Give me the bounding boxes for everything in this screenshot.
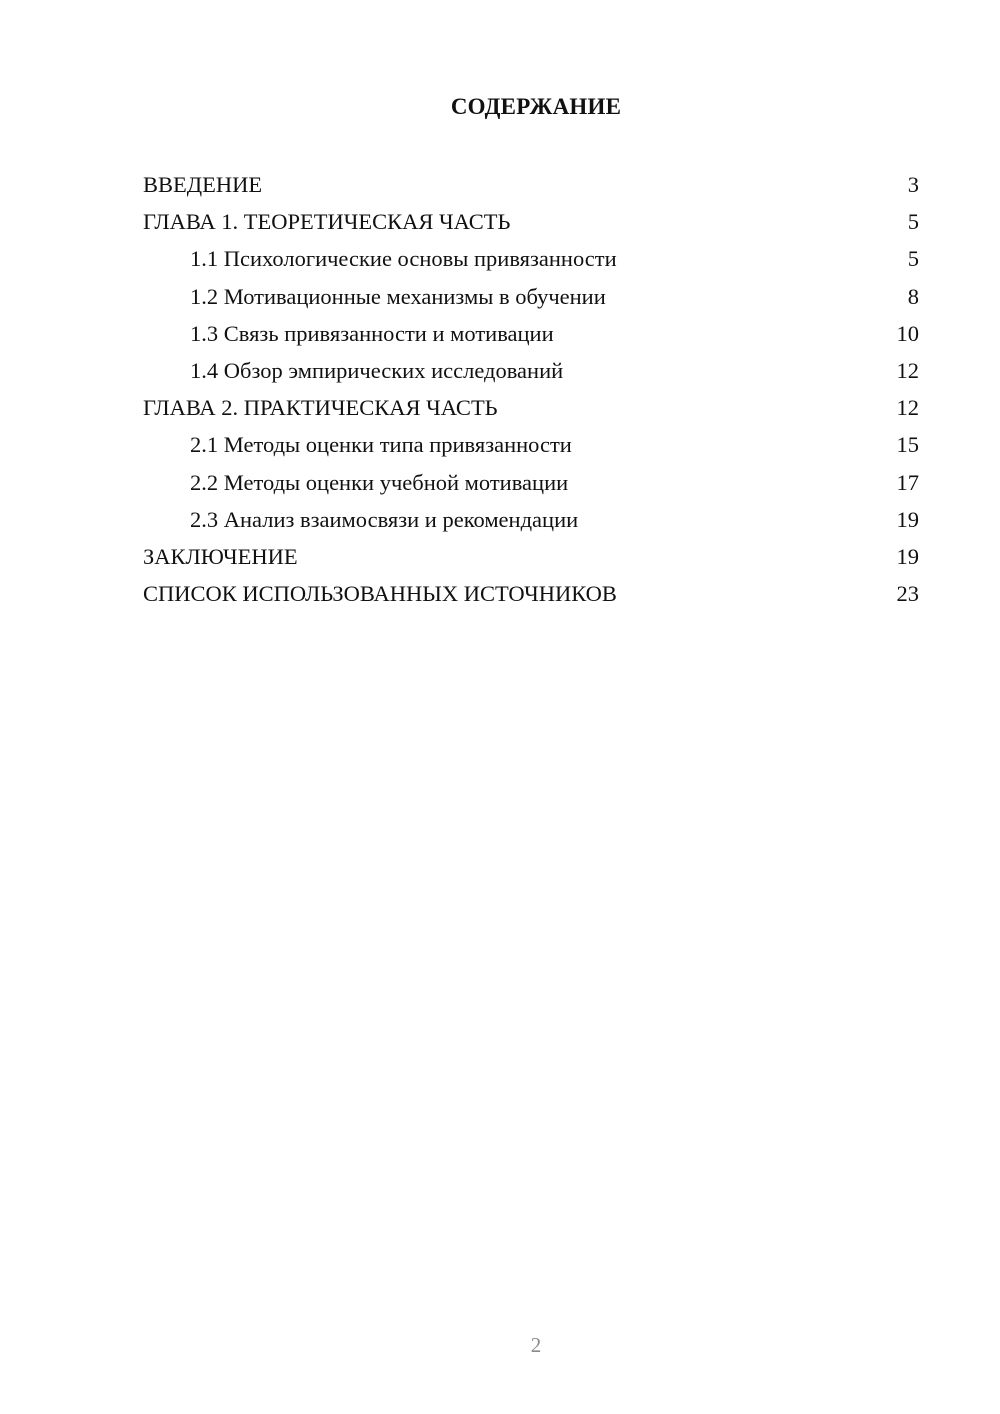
toc-entry-section-2-1[interactable] bbox=[143, 426, 919, 463]
toc-entry-label: 1.2 Мотивационные механизмы в обучении bbox=[190, 283, 606, 309]
toc-entry-page: 23 bbox=[896, 581, 919, 607]
toc-entry-label: ЗАКЛЮЧЕНИЕ bbox=[143, 543, 298, 569]
toc-entry-label: ГЛАВА 2. ПРАКТИЧЕСКАЯ ЧАСТЬ bbox=[143, 395, 498, 421]
toc-entry-label: ГЛАВА 1. ТЕОРЕТИЧЕСКАЯ ЧАСТЬ bbox=[143, 209, 511, 235]
toc-entry-section-1-1[interactable] bbox=[143, 240, 919, 277]
toc-entry-label: 2.2 Методы оценки учебной мотивации bbox=[190, 469, 569, 495]
toc-entry-label: 1.1 Психологические основы привязанности bbox=[190, 246, 617, 272]
toc-entry-section-1-4[interactable] bbox=[143, 352, 919, 389]
toc-entry-page: 5 bbox=[907, 246, 919, 272]
toc-entry-section-2-3[interactable] bbox=[143, 501, 919, 538]
toc-entry-label: 1.3 Связь привязанности и мотивации bbox=[190, 320, 554, 346]
toc-entry-page: 17 bbox=[896, 469, 919, 495]
toc-entry-chapter-1[interactable] bbox=[143, 203, 919, 240]
toc-entry-references[interactable] bbox=[143, 575, 919, 612]
toc-title: СОДЕРЖАНИЕ bbox=[450, 94, 622, 119]
toc-entry-label: 2.3 Анализ взаимосвязи и рекомендации bbox=[190, 506, 579, 532]
toc-entry-section-2-2[interactable] bbox=[143, 464, 919, 501]
page-number: 2 bbox=[530, 1333, 542, 1357]
toc-entry-page: 5 bbox=[907, 209, 919, 235]
table-of-contents bbox=[143, 166, 919, 612]
toc-entry-label: 2.1 Методы оценки типа привязанности bbox=[190, 432, 572, 458]
toc-entry-page: 12 bbox=[896, 357, 919, 383]
toc-entry-page: 3 bbox=[907, 172, 919, 197]
toc-entry-section-1-2[interactable] bbox=[143, 278, 919, 315]
toc-entry-label: ВВЕДЕНИЕ bbox=[143, 172, 263, 197]
toc-entry-label: 1.4 Обзор эмпирических исследований bbox=[190, 357, 564, 383]
toc-entry-section-1-3[interactable] bbox=[143, 315, 919, 352]
toc-entry-page: 10 bbox=[896, 320, 919, 346]
toc-entry-chapter-2[interactable] bbox=[143, 389, 919, 426]
toc-entry-introduction[interactable] bbox=[143, 166, 919, 203]
toc-entry-page: 8 bbox=[907, 283, 919, 309]
toc-entry-label: СПИСОК ИСПОЛЬЗОВАННЫХ ИСТОЧНИКОВ bbox=[143, 581, 617, 607]
toc-entry-page: 12 bbox=[896, 395, 919, 421]
toc-entry-page: 19 bbox=[896, 543, 919, 569]
toc-entry-page: 15 bbox=[896, 432, 919, 458]
toc-entry-page: 19 bbox=[896, 506, 919, 532]
toc-entry-conclusion[interactable] bbox=[143, 538, 919, 575]
